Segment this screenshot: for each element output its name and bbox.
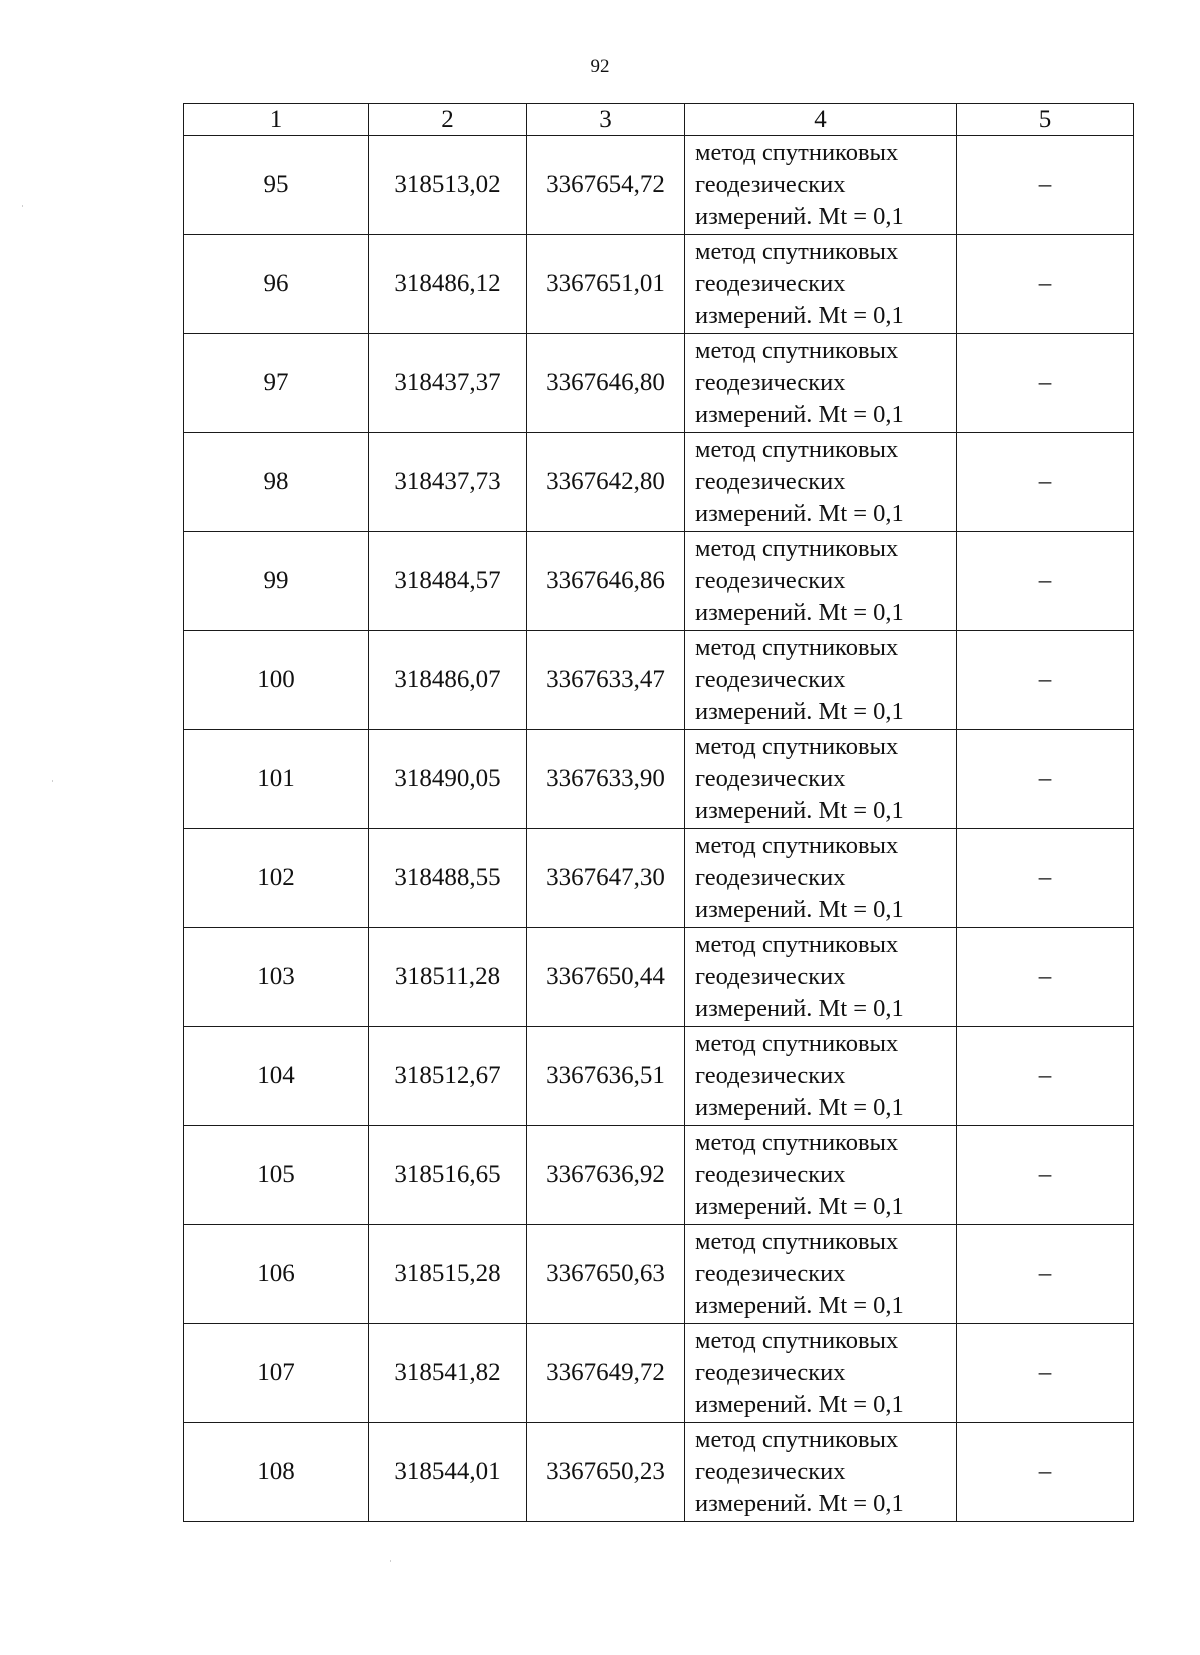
page-number: 92 bbox=[590, 56, 610, 77]
x-coordinate-cell: 318513,02 bbox=[369, 136, 527, 235]
method-text-line-2: геодезических bbox=[695, 468, 846, 495]
method-text-line-2: геодезических bbox=[695, 1458, 846, 1485]
point-number-cell: 107 bbox=[184, 1324, 369, 1423]
method-text-line-3: измерений. Mt = 0,1 bbox=[695, 1391, 904, 1418]
x-coordinate-cell: 318516,65 bbox=[369, 1126, 527, 1225]
table-row bbox=[184, 1027, 1134, 1126]
column-5-cell: – bbox=[957, 532, 1134, 631]
y-coordinate-cell: 3367647,30 bbox=[527, 829, 685, 928]
header-cell-2: 2 bbox=[369, 104, 527, 136]
point-number-cell: 106 bbox=[184, 1225, 369, 1324]
x-coordinate-cell: 318544,01 bbox=[369, 1423, 527, 1522]
point-number-cell: 101 bbox=[184, 730, 369, 829]
method-cell bbox=[685, 1324, 957, 1423]
point-number-cell: 104 bbox=[184, 1027, 369, 1126]
x-coordinate-cell: 318437,73 bbox=[369, 433, 527, 532]
method-text-line-1: метод спутниковых bbox=[695, 1327, 899, 1354]
x-coordinate-cell: 318486,12 bbox=[369, 235, 527, 334]
table-row bbox=[184, 730, 1134, 829]
y-coordinate-cell: 3367633,90 bbox=[527, 730, 685, 829]
method-cell bbox=[685, 1225, 957, 1324]
method-text-line-1: метод спутниковых bbox=[695, 337, 899, 364]
method-text-line-1: метод спутниковых bbox=[695, 238, 899, 265]
method-text-line-1: метод спутниковых bbox=[695, 1426, 899, 1453]
table-header-row bbox=[184, 104, 1134, 136]
method-text-line-3: измерений. Mt = 0,1 bbox=[695, 203, 904, 230]
column-5-cell: – bbox=[957, 631, 1134, 730]
method-text-line-2: геодезических bbox=[695, 666, 846, 693]
method-text-line-2: геодезических bbox=[695, 864, 846, 891]
header-cell-1: 1 bbox=[184, 104, 369, 136]
y-coordinate-cell: 3367651,01 bbox=[527, 235, 685, 334]
point-number-cell: 100 bbox=[184, 631, 369, 730]
method-cell bbox=[685, 136, 957, 235]
table-row bbox=[184, 1126, 1134, 1225]
method-text-line-3: измерений. Mt = 0,1 bbox=[695, 599, 904, 626]
method-cell bbox=[685, 1126, 957, 1225]
method-text-line-1: метод спутниковых bbox=[695, 139, 899, 166]
column-5-cell: – bbox=[957, 1324, 1134, 1423]
method-cell bbox=[685, 433, 957, 532]
method-text-line-2: геодезических bbox=[695, 1260, 846, 1287]
y-coordinate-cell: 3367636,51 bbox=[527, 1027, 685, 1126]
method-cell bbox=[685, 235, 957, 334]
table-body bbox=[184, 104, 1134, 1522]
point-number-cell: 105 bbox=[184, 1126, 369, 1225]
method-cell bbox=[685, 928, 957, 1027]
point-number-cell: 108 bbox=[184, 1423, 369, 1522]
table-row bbox=[184, 334, 1134, 433]
column-5-cell: – bbox=[957, 136, 1134, 235]
method-text-line-3: измерений. Mt = 0,1 bbox=[695, 500, 904, 527]
method-text-line-1: метод спутниковых bbox=[695, 634, 899, 661]
table-row bbox=[184, 1225, 1134, 1324]
method-text-line-1: метод спутниковых bbox=[695, 733, 899, 760]
column-5-cell: – bbox=[957, 1126, 1134, 1225]
method-cell bbox=[685, 334, 957, 433]
table-row bbox=[184, 928, 1134, 1027]
coordinates-table bbox=[183, 103, 1134, 1522]
method-cell bbox=[685, 532, 957, 631]
method-text-line-2: геодезических bbox=[695, 765, 846, 792]
x-coordinate-cell: 318515,28 bbox=[369, 1225, 527, 1324]
method-text-line-1: метод спутниковых bbox=[695, 832, 899, 859]
y-coordinate-cell: 3367642,80 bbox=[527, 433, 685, 532]
y-coordinate-cell: 3367636,92 bbox=[527, 1126, 685, 1225]
point-number-cell: 98 bbox=[184, 433, 369, 532]
y-coordinate-cell: 3367650,44 bbox=[527, 928, 685, 1027]
y-coordinate-cell: 3367646,86 bbox=[527, 532, 685, 631]
point-number-cell: 99 bbox=[184, 532, 369, 631]
method-text-line-2: геодезических bbox=[695, 270, 846, 297]
method-text-line-1: метод спутниковых bbox=[695, 931, 899, 958]
column-5-cell: – bbox=[957, 433, 1134, 532]
method-text-line-1: метод спутниковых bbox=[695, 1129, 899, 1156]
point-number-cell: 95 bbox=[184, 136, 369, 235]
method-text-line-3: измерений. Mt = 0,1 bbox=[695, 1292, 904, 1319]
scan-artifact-line bbox=[390, 1560, 391, 1562]
method-text-line-3: измерений. Mt = 0,1 bbox=[695, 698, 904, 725]
point-number-cell: 96 bbox=[184, 235, 369, 334]
table-row bbox=[184, 136, 1134, 235]
column-5-cell: – bbox=[957, 730, 1134, 829]
column-5-cell: – bbox=[957, 235, 1134, 334]
method-text-line-2: геодезических bbox=[695, 369, 846, 396]
header-cell-5: 5 bbox=[957, 104, 1134, 136]
column-5-cell: – bbox=[957, 1027, 1134, 1126]
method-cell bbox=[685, 1423, 957, 1522]
method-cell bbox=[685, 829, 957, 928]
method-text-line-3: измерений. Mt = 0,1 bbox=[695, 1094, 904, 1121]
y-coordinate-cell: 3367633,47 bbox=[527, 631, 685, 730]
column-5-cell: – bbox=[957, 1423, 1134, 1522]
point-number-cell: 103 bbox=[184, 928, 369, 1027]
table-row bbox=[184, 433, 1134, 532]
method-text-line-3: измерений. Mt = 0,1 bbox=[695, 1193, 904, 1220]
table-row bbox=[184, 532, 1134, 631]
y-coordinate-cell: 3367654,72 bbox=[527, 136, 685, 235]
point-number-cell: 97 bbox=[184, 334, 369, 433]
method-cell bbox=[685, 730, 957, 829]
method-text-line-3: измерений. Mt = 0,1 bbox=[695, 995, 904, 1022]
x-coordinate-cell: 318512,67 bbox=[369, 1027, 527, 1126]
table-row bbox=[184, 1324, 1134, 1423]
method-cell bbox=[685, 1027, 957, 1126]
y-coordinate-cell: 3367650,63 bbox=[527, 1225, 685, 1324]
method-text-line-1: метод спутниковых bbox=[695, 1030, 899, 1057]
x-coordinate-cell: 318511,28 bbox=[369, 928, 527, 1027]
scan-artifact-line bbox=[22, 205, 23, 207]
x-coordinate-cell: 318486,07 bbox=[369, 631, 527, 730]
header-cell-3: 3 bbox=[527, 104, 685, 136]
method-text-line-3: измерений. Mt = 0,1 bbox=[695, 302, 904, 329]
x-coordinate-cell: 318490,05 bbox=[369, 730, 527, 829]
method-text-line-1: метод спутниковых bbox=[695, 535, 899, 562]
method-text-line-2: геодезических bbox=[695, 1359, 846, 1386]
y-coordinate-cell: 3367650,23 bbox=[527, 1423, 685, 1522]
table-row bbox=[184, 235, 1134, 334]
scan-artifact-line bbox=[52, 780, 53, 782]
method-text-line-2: геодезических bbox=[695, 963, 846, 990]
table-row bbox=[184, 1423, 1134, 1522]
method-cell bbox=[685, 631, 957, 730]
method-text-line-2: геодезических bbox=[695, 567, 846, 594]
x-coordinate-cell: 318437,37 bbox=[369, 334, 527, 433]
x-coordinate-cell: 318541,82 bbox=[369, 1324, 527, 1423]
method-text-line-3: измерений. Mt = 0,1 bbox=[695, 797, 904, 824]
column-5-cell: – bbox=[957, 334, 1134, 433]
header-cell-4: 4 bbox=[685, 104, 957, 136]
method-text-line-2: геодезических bbox=[695, 1161, 846, 1188]
method-text-line-2: геодезических bbox=[695, 171, 846, 198]
method-text-line-3: измерений. Mt = 0,1 bbox=[695, 896, 904, 923]
x-coordinate-cell: 318484,57 bbox=[369, 532, 527, 631]
method-text-line-1: метод спутниковых bbox=[695, 1228, 899, 1255]
method-text-line-3: измерений. Mt = 0,1 bbox=[695, 401, 904, 428]
method-text-line-1: метод спутниковых bbox=[695, 436, 899, 463]
column-5-cell: – bbox=[957, 1225, 1134, 1324]
point-number-cell: 102 bbox=[184, 829, 369, 928]
table-row bbox=[184, 631, 1134, 730]
column-5-cell: – bbox=[957, 829, 1134, 928]
y-coordinate-cell: 3367649,72 bbox=[527, 1324, 685, 1423]
column-5-cell: – bbox=[957, 928, 1134, 1027]
table-row bbox=[184, 829, 1134, 928]
y-coordinate-cell: 3367646,80 bbox=[527, 334, 685, 433]
x-coordinate-cell: 318488,55 bbox=[369, 829, 527, 928]
method-text-line-3: измерений. Mt = 0,1 bbox=[695, 1490, 904, 1517]
method-text-line-2: геодезических bbox=[695, 1062, 846, 1089]
